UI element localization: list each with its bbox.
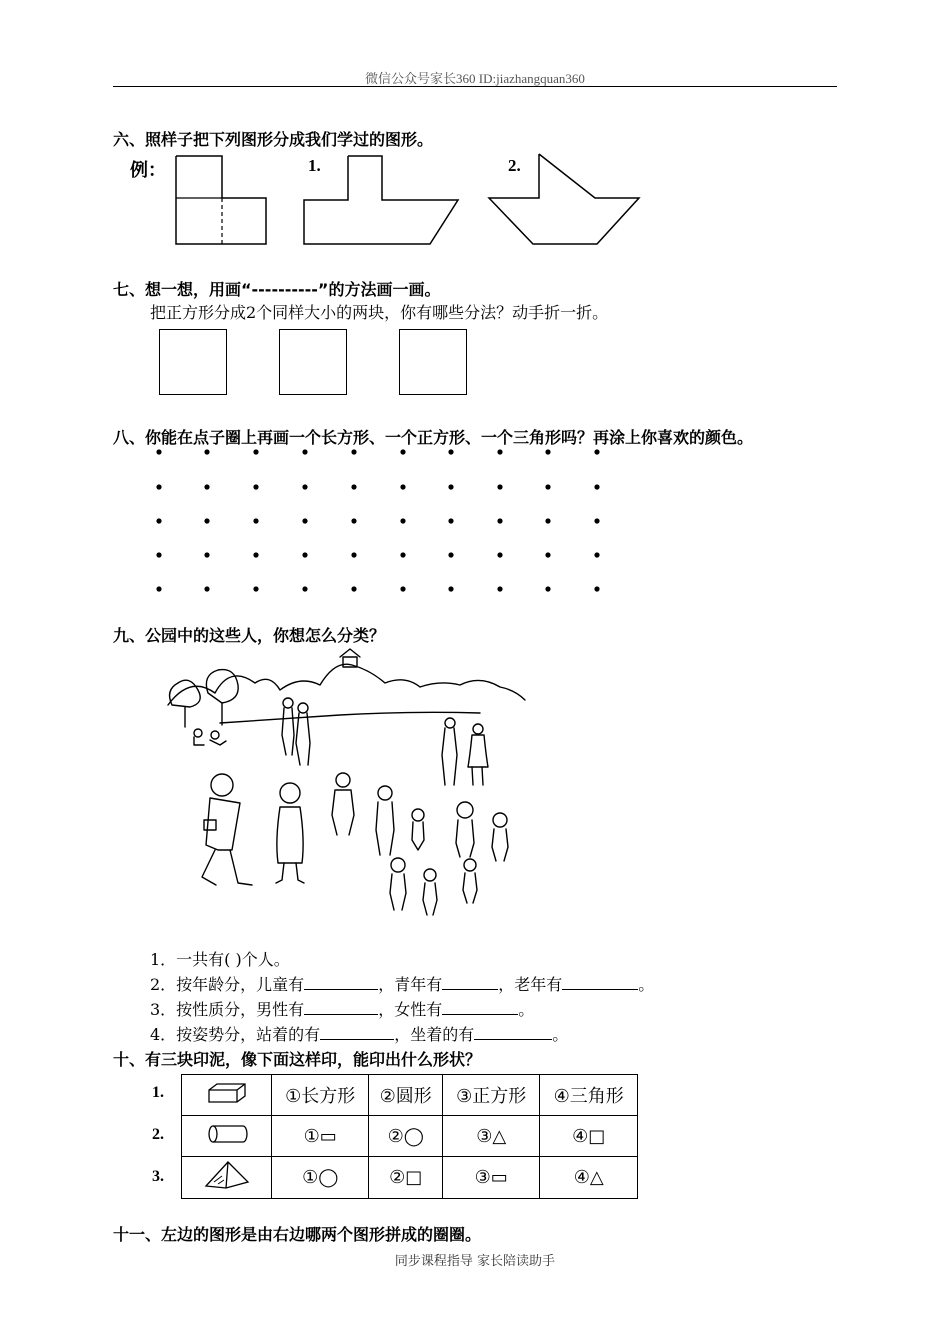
- q6-title: 六、照样子把下列图形分成我们学过的图形。: [113, 130, 434, 149]
- q6-figure1-label: 1.: [308, 156, 321, 175]
- q10-row2-number: 2.: [152, 1126, 164, 1143]
- q10-row1-option3[interactable]: ③正方形: [442, 1075, 539, 1116]
- q7-square-1[interactable]: [159, 329, 227, 395]
- q10-row1-option1[interactable]: ①长方形: [272, 1075, 369, 1116]
- q10-row3-option2[interactable]: ②□: [369, 1157, 443, 1199]
- q10-row3-object: [182, 1157, 272, 1199]
- q10-row2-option3[interactable]: ③△: [442, 1116, 539, 1157]
- q9-standing-count-blank[interactable]: [320, 1025, 394, 1040]
- q10-row3-option1[interactable]: ①◯: [272, 1157, 369, 1199]
- q9-children-count-blank[interactable]: [304, 975, 378, 990]
- q9-item-2-prefix: 2．按年龄分，儿童有: [150, 975, 305, 994]
- q10-row3-number: 3.: [152, 1168, 164, 1185]
- q10-row2-option2[interactable]: ②◯: [369, 1116, 443, 1157]
- q9-item-2-end: 。: [638, 975, 655, 994]
- q10-stamp-table: [181, 1074, 638, 1199]
- q11-title: 十一、左边的图形是由右边哪两个图形拼成的圈圈。: [113, 1225, 482, 1244]
- q9-item-4-mid: ，坐着的有: [394, 1025, 475, 1044]
- q9-item-3-mid: ，女性有: [378, 1000, 443, 1019]
- cuboid-icon: [205, 1080, 249, 1106]
- q6-example-figure: [170, 150, 270, 250]
- q9-elderly-count-blank[interactable]: [562, 975, 638, 990]
- q9-female-count-blank[interactable]: [442, 1000, 518, 1015]
- q9-title: 九、公园中的这些人，你想怎么分类？: [113, 626, 386, 645]
- q6-figure2-shape: [485, 148, 645, 250]
- q8-dot-grid[interactable]: [145, 440, 625, 605]
- q9-item-3-end: 。: [518, 1000, 535, 1019]
- q10-row2-option4[interactable]: ④□: [540, 1116, 638, 1157]
- q9-item-4-prefix: 4．按姿势分，站着的有: [150, 1025, 321, 1044]
- table-row: [182, 1157, 638, 1199]
- q10-row1-option4[interactable]: ④三角形: [540, 1075, 638, 1116]
- q10-row3-option3[interactable]: ③▭: [442, 1157, 539, 1199]
- q9-item-2: [150, 972, 654, 995]
- q9-item-4: [150, 1022, 568, 1045]
- triangular-prism-icon: [202, 1158, 252, 1192]
- q7-title: 七、想一想，用画“----------”的方法画一画。: [113, 280, 441, 299]
- q6-example-label: 例：: [130, 160, 166, 181]
- park-people-illustration: [160, 645, 530, 930]
- q9-youth-count-blank[interactable]: [442, 975, 498, 990]
- header-divider: [113, 86, 837, 87]
- q9-male-count-blank[interactable]: [304, 1000, 378, 1015]
- q9-item-1: 1．一共有( )个人。: [150, 950, 290, 969]
- q9-item-3-prefix: 3．按性质分，男性有: [150, 1000, 305, 1019]
- q10-row1-object: [182, 1075, 272, 1116]
- q10-row1-option2[interactable]: ②圆形: [369, 1075, 443, 1116]
- q9-item-2-mid1: ，青年有: [378, 975, 443, 994]
- q10-row2-option1[interactable]: ①▭: [272, 1116, 369, 1157]
- q7-square-2[interactable]: [279, 329, 347, 395]
- q6-figure2-label: 2.: [508, 156, 521, 175]
- table-row: [182, 1075, 638, 1116]
- page-footer: 同步课程指导 家长陪读助手: [394, 1254, 556, 1269]
- q8-title: 八、你能在点子圈上再画一个长方形、一个正方形、一个三角形吗？再涂上你喜欢的颜色。: [113, 428, 754, 447]
- q10-title: 十、有三块印泥，像下面这样印，能印出什么形状？: [113, 1050, 482, 1069]
- page-header: 微信公众号家长360 ID:jiazhangquan360: [365, 71, 585, 86]
- q10-row3-option4[interactable]: ④△: [540, 1157, 638, 1199]
- q9-item-3: [150, 997, 534, 1020]
- q9-item-4-end: 。: [552, 1025, 569, 1044]
- q7-square-3[interactable]: [399, 329, 467, 395]
- q10-row1-number: 1.: [152, 1084, 164, 1101]
- table-row: [182, 1116, 638, 1157]
- q9-sitting-count-blank[interactable]: [474, 1025, 552, 1040]
- q6-figure1-shape: [300, 150, 465, 250]
- cylinder-icon: [205, 1123, 249, 1145]
- q10-row2-object: [182, 1116, 272, 1157]
- q7-instruction: 把正方形分成2个同样大小的两块，你有哪些分法？动手折一折。: [150, 303, 609, 322]
- q9-item-2-mid2: ，老年有: [498, 975, 563, 994]
